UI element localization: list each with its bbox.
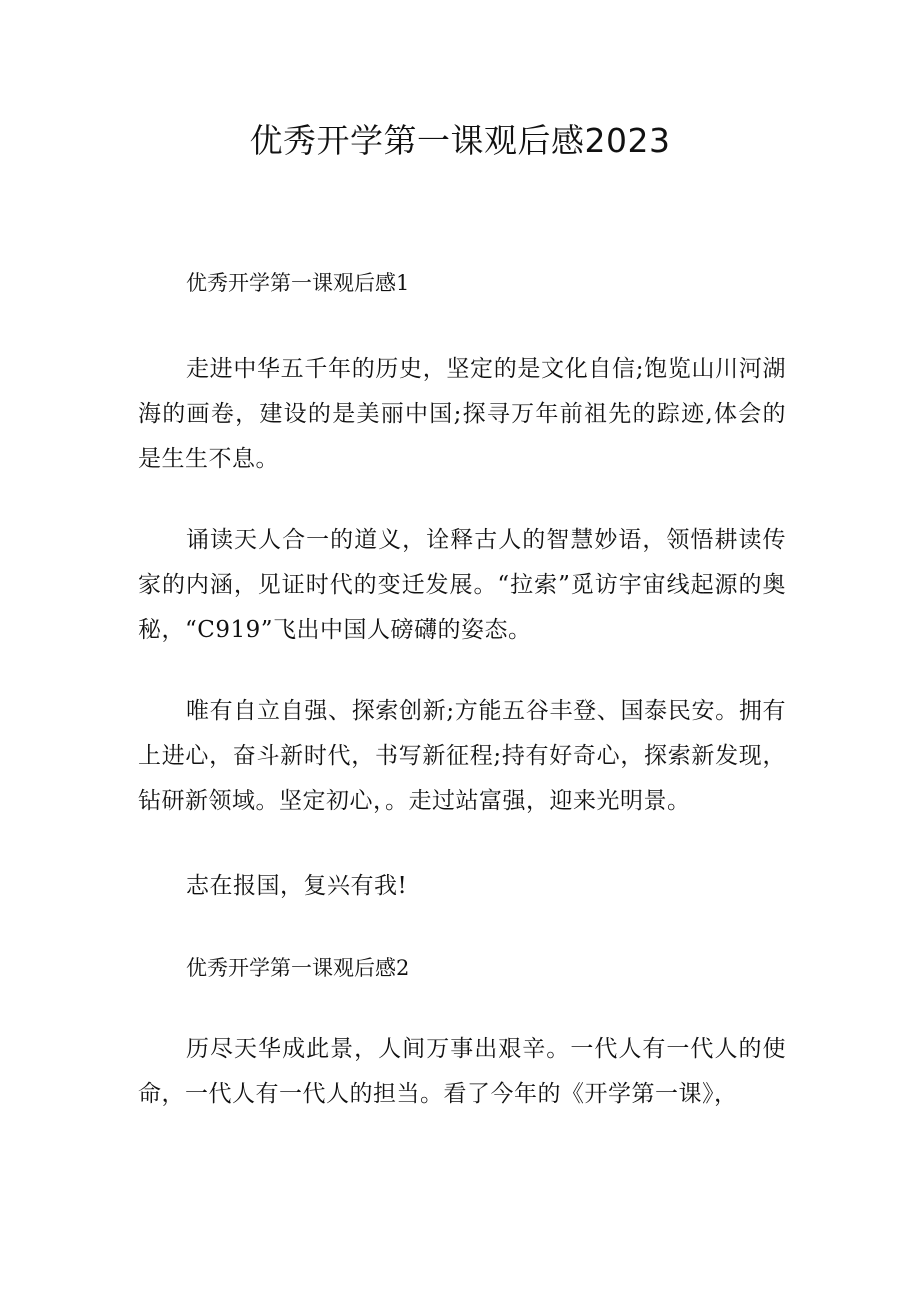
paragraph-2: 诵读天人合一的道义，诠释古人的智慧妙语，领悟耕读传家的内涵，见证时代的变迁发展。“拉索”觅访宇宙线起源的奥秘，“C919”飞出中国人磅礴的姿态。 [138, 527, 786, 643]
paragraph-5: 历尽天华成此景，人间万事出艰辛。一代人有一代人的使命，一代人有一代人的担当。看了今年的《开学第一课》， [138, 1036, 786, 1107]
document-title: 优秀开学第一课观后感2023 [249, 121, 671, 160]
paragraph-1: 走进中华五千年的历史，坚定的是文化自信;饱览山川河湖海的画卷，建设的是美丽中国;探寻万年前祖先的踪迹,体会的是生生不息。 [138, 356, 786, 472]
paragraph-4: 志在报国，复兴有我! [186, 873, 408, 899]
section-heading-1: 优秀开学第一课观后感1 [186, 271, 410, 295]
section-heading-2: 优秀开学第一课观后感2 [186, 956, 410, 980]
paragraph-3: 唯有自立自强、探索创新;方能五谷丰登、国泰民安。拥有上进心，奋斗新时代，书写新征程;持有好奇心，探索新发现，钻研新领域。坚定初心，。走过站富强，迎来光明景。 [138, 698, 786, 814]
